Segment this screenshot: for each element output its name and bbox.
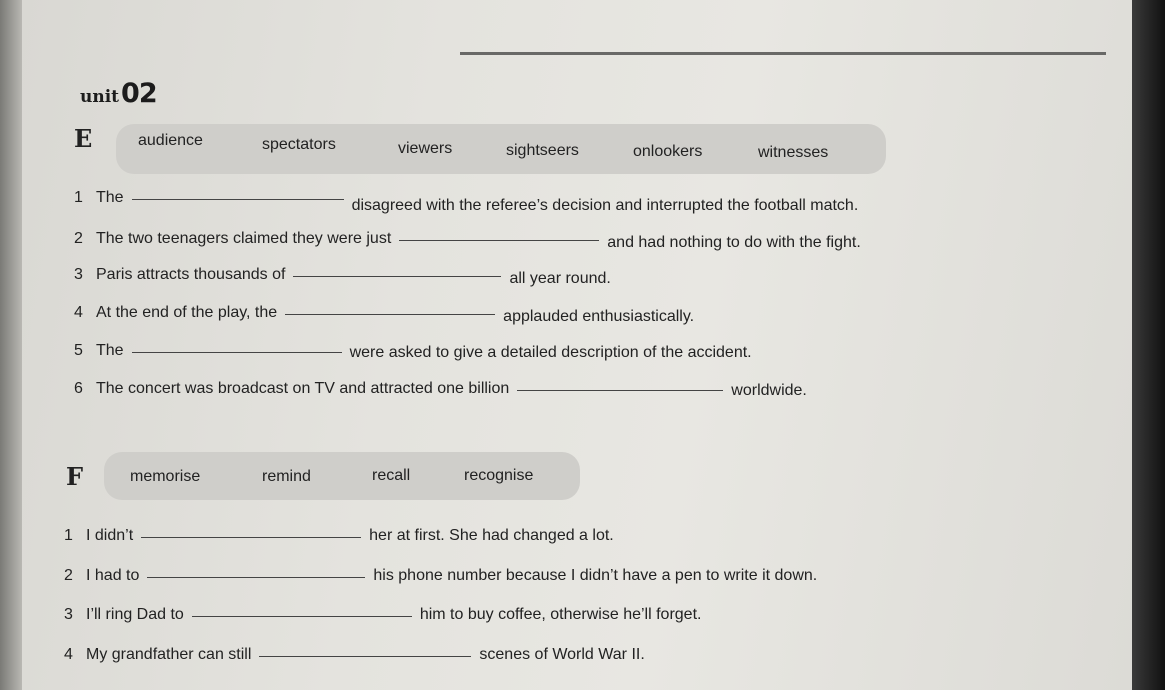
exercise-e-item-6: 6 The concert was broadcast on TV and attracted one billion worldwide. — [74, 380, 807, 399]
background-edge — [1132, 0, 1165, 690]
word-option: spectators — [262, 136, 336, 153]
exercise-f-item-4: 4 My grandfather can still scenes of World War II. — [64, 646, 645, 663]
word-option: recall — [372, 467, 411, 484]
unit-heading — [80, 78, 157, 109]
workbook-page — [22, 0, 1132, 690]
word-option: audience — [138, 132, 203, 149]
word-option: recognise — [464, 467, 534, 484]
exercise-f-item-1: 1 I didn’t her at first. She had changed a lot. — [64, 527, 614, 544]
answer-blank[interactable] — [399, 239, 599, 241]
section-e-word-box — [116, 124, 886, 174]
answer-blank[interactable] — [259, 655, 471, 657]
word-option: witnesses — [758, 144, 829, 161]
exercise-f-item-2: 2 I had to his phone number because I didn’t have a pen to write it down. — [64, 567, 818, 584]
answer-blank[interactable] — [132, 351, 342, 353]
answer-blank[interactable] — [285, 313, 495, 315]
answer-blank[interactable] — [132, 198, 344, 200]
word-option: memorise — [130, 468, 201, 485]
exercise-e-item-1: 1 The disagreed with the referee’s decision and interrupted the football match. — [74, 189, 859, 214]
word-option: onlookers — [633, 143, 703, 160]
answer-blank[interactable] — [517, 389, 723, 391]
exercise-f-item-3: 3 I’ll ring Dad to him to buy coffee, otherwise he’ll forget. — [64, 606, 702, 623]
section-e-letter: E — [74, 124, 93, 153]
header-rule — [460, 52, 1106, 55]
book-spine-shadow — [0, 0, 22, 690]
answer-blank[interactable] — [141, 536, 361, 538]
answer-blank[interactable] — [192, 615, 412, 617]
word-option: sightseers — [506, 142, 579, 159]
unit-word: unit — [80, 87, 120, 107]
answer-blank[interactable] — [147, 576, 365, 578]
section-f-letter: F — [66, 462, 84, 491]
word-option: remind — [262, 468, 311, 485]
exercise-e-item-2: 2 The two teenagers claimed they were just and had nothing to do with the fight. — [74, 230, 861, 251]
section-f-word-box — [104, 452, 580, 500]
unit-number: 02 — [121, 78, 157, 109]
exercise-e-item-3: 3 Paris attracts thousands of all year round. — [74, 266, 611, 287]
answer-blank[interactable] — [293, 275, 501, 277]
exercise-e-item-4: 4 At the end of the play, the applauded enthusiastically. — [74, 304, 695, 325]
word-option: viewers — [398, 140, 453, 157]
exercise-e-item-5: 5 The were asked to give a detailed description of the accident. — [74, 342, 752, 361]
